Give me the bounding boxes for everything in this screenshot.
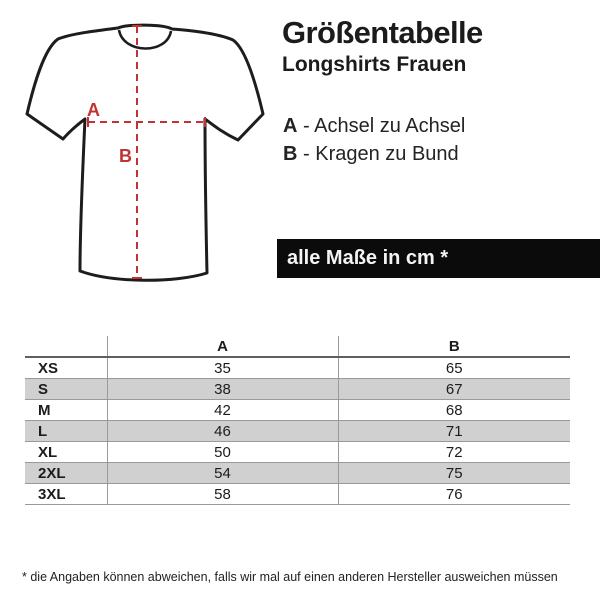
table-row-xs [25,357,570,379]
legend-item-a [283,112,465,140]
header-column-b: B [338,336,570,357]
page-subtitle: Longshirts Frauen [282,53,467,77]
legend-item-b [283,140,465,168]
value-a: 54 [107,463,338,484]
value-a: 58 [107,484,338,505]
legend-label-a: - Achsel zu Achsel [303,115,466,137]
page-title: Größentabelle [282,15,483,50]
tshirt-body-shape [27,25,263,280]
size-label: M [25,400,107,421]
units-banner: alle Maße in cm * [277,239,600,278]
value-b: 72 [338,442,570,463]
size-label: 3XL [25,484,107,505]
table-row-xl [25,442,570,463]
table-row-3xl [25,484,570,505]
header-size-column [25,336,107,357]
measure-a-label: A [87,100,100,120]
value-a: 35 [107,357,338,379]
size-label: 2XL [25,463,107,484]
footnote: * die Angaben können abweichen, falls wir mal auf einen anderen Hersteller ausweichen müssen [22,570,558,584]
size-table [25,336,570,505]
value-b: 76 [338,484,570,505]
table-row-s [25,379,570,400]
value-b: 65 [338,357,570,379]
table-row-2xl [25,463,570,484]
measure-b-label: B [119,146,132,166]
value-a: 46 [107,421,338,442]
size-label: L [25,421,107,442]
value-a: 50 [107,442,338,463]
value-a: 42 [107,400,338,421]
size-label: XS [25,357,107,379]
legend-label-b: - Kragen zu Bund [303,143,459,165]
value-b: 68 [338,400,570,421]
measurement-legend [283,112,465,168]
headline-block [282,16,483,77]
size-label: XL [25,442,107,463]
value-b: 67 [338,379,570,400]
value-b: 71 [338,421,570,442]
table-row-m [25,400,570,421]
table-row-l [25,421,570,442]
tshirt-diagram [15,12,270,297]
legend-key-b: B [283,143,298,165]
size-label: S [25,379,107,400]
header-column-a: A [107,336,338,357]
value-a: 38 [107,379,338,400]
value-b: 75 [338,463,570,484]
tshirt-outline-icon [15,12,270,297]
legend-key-a: A [283,115,298,137]
size-table-header-row [25,336,570,357]
